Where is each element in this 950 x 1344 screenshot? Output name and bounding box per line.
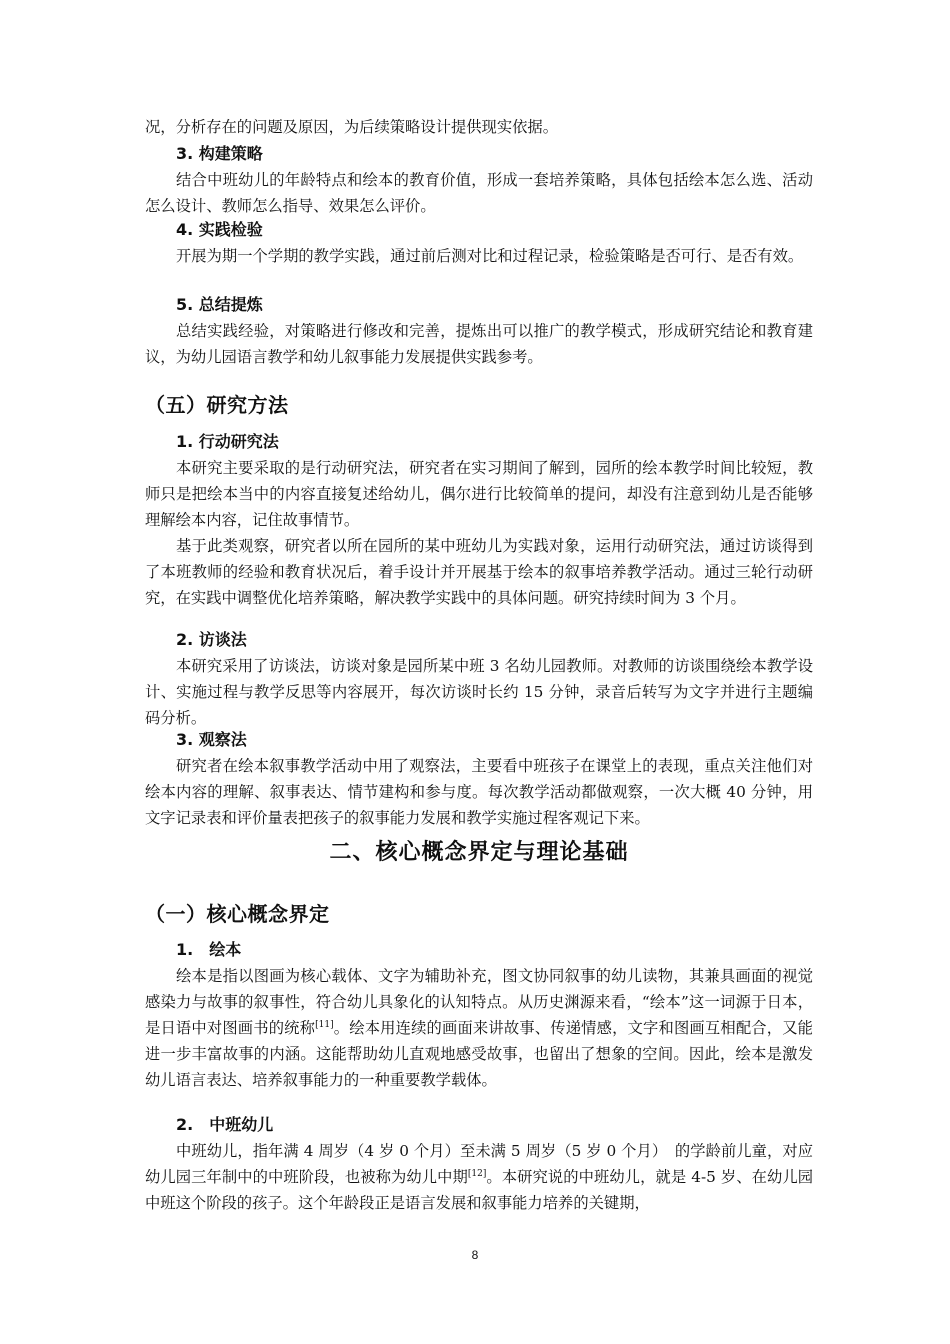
subsection-heading: （一）核心概念界定 xyxy=(145,902,330,926)
method-2 xyxy=(145,627,813,731)
section-research-methods-title xyxy=(145,390,813,420)
step-5-text: 总结实践经验，对策略进行修改和完善，提炼出可以推广的教学模式，形成研究结论和教育建议，为幼儿园语言教学和幼儿叙事能力发展提供实践参考。 xyxy=(145,322,813,366)
step-3-heading: 3. 构建策略 xyxy=(176,144,263,163)
concept-1-text-b: 。绘本用连续的画面来讲故事、传递情感，文字和图画互相配合，又能进一步丰富故事的内涵。这能帮助幼儿直观地感受故事，也留出了想象的空间。因此，绘本是激发幼儿语言表达、培养叙事能力的一种重要教学载体。 xyxy=(145,1019,813,1089)
step-5 xyxy=(145,292,813,370)
subsection-title-block xyxy=(145,899,813,929)
concept-2-text-a: 中班幼儿，指年满 4 周岁（4 岁 0 个月）至未满 5 周岁（5 岁 0 个月） 的学龄前儿童，对应幼儿园三年制中的中班阶段，也被称为幼儿中期 xyxy=(145,1142,813,1186)
step-3-text: 结合中班幼儿的年龄特点和绘本的教育价值，形成一套培养策略，具体包括绘本怎么选、活动怎么设计、教师怎么指导、效果怎么评价。 xyxy=(145,171,813,215)
method-1 xyxy=(145,429,813,611)
citation-12: [12] xyxy=(467,1169,487,1179)
concept-2-text-b: 。本研究说的中班幼儿，就是 4-5 岁、在幼儿园中班这个阶段的孩子。这个年龄段正是语言发展和叙事能力培养的关键期， xyxy=(145,1168,813,1212)
concept-2 xyxy=(145,1112,813,1216)
continuation-block xyxy=(145,114,813,140)
step-3 xyxy=(145,141,813,219)
method-1-paragraph-2: 基于此类观察，研究者以所在园所的某中班幼儿为实践对象，运用行动研究法，通过访谈得到了本班教师的经验和教育状况后，着手设计并开展基于绘本的叙事培养教学活动。通过三轮行动研究，在实践中调整优化培养策略，解决教学实践中的具体问题。研究持续时间为 3 个月。 xyxy=(145,537,813,607)
method-2-heading: 2. 访谈法 xyxy=(176,630,247,649)
chapter-2-title-block xyxy=(145,837,813,869)
concept-2-paragraph xyxy=(145,1138,813,1216)
step-4-heading: 4. 实践检验 xyxy=(176,220,263,239)
method-1-heading: 1. 行动研究法 xyxy=(176,432,279,451)
step-4-text: 开展为期一个学期的教学实践，通过前后测对比和过程记录，检验策略是否可行、是否有效。 xyxy=(176,247,804,265)
concept-1-paragraph xyxy=(145,963,813,1093)
concept-2-heading: 2. 中班幼儿 xyxy=(176,1115,274,1134)
method-3 xyxy=(145,727,813,831)
continued-paragraph: 况，分析存在的问题及原因，为后续策略设计提供现实依据。 xyxy=(145,118,559,136)
concept-1-heading: 1. 绘本 xyxy=(176,940,242,959)
method-2-paragraph: 本研究采用了访谈法，访谈对象是园所某中班 3 名幼儿园教师。对教师的访谈围绕绘本教学设计、实施过程与教学反思等内容展开，每次访谈时长约 15 分钟，录音后转写为文字并进行主题编码分析。 xyxy=(145,657,813,727)
method-3-paragraph: 研究者在绘本叙事教学活动中用了观察法，主要看中班孩子在课堂上的表现，重点关注他们对绘本内容的理解、叙事表达、情节建构和参与度。每次教学活动都做观察，一次大概 40 分钟，用文字记录表和评价量表把孩子的叙事能力发展和教学实施过程客观记下来。 xyxy=(145,757,813,827)
step-4 xyxy=(145,217,813,269)
concept-1 xyxy=(145,937,813,1093)
method-1-paragraph-1: 本研究主要采取的是行动研究法，研究者在实习期间了解到，园所的绘本教学时间比较短，教师只是把绘本当中的内容直接复述给幼儿，偶尔进行比较简单的提问，却没有注意到幼儿是否能够理解绘本内容，记住故事情节。 xyxy=(145,459,813,529)
citation-11: [11] xyxy=(315,1020,334,1030)
method-3-heading: 3. 观察法 xyxy=(176,730,247,749)
page-number: 8 xyxy=(471,1248,479,1262)
step-5-heading: 5. 总结提炼 xyxy=(176,295,263,314)
chapter-title: 二、核心概念界定与理论基础 xyxy=(329,840,629,865)
section-heading: （五）研究方法 xyxy=(145,393,289,417)
concept-1-text-a: 绘本是指以图画为核心载体、文字为辅助补充，图文协同叙事的幼儿读物，其兼具画面的视觉感染力与故事的叙事性，符合幼儿具象化的认知特点。从历史渊源来看，“绘本”这一词源于日本，是日语中对图画书的统称 xyxy=(145,967,813,1037)
